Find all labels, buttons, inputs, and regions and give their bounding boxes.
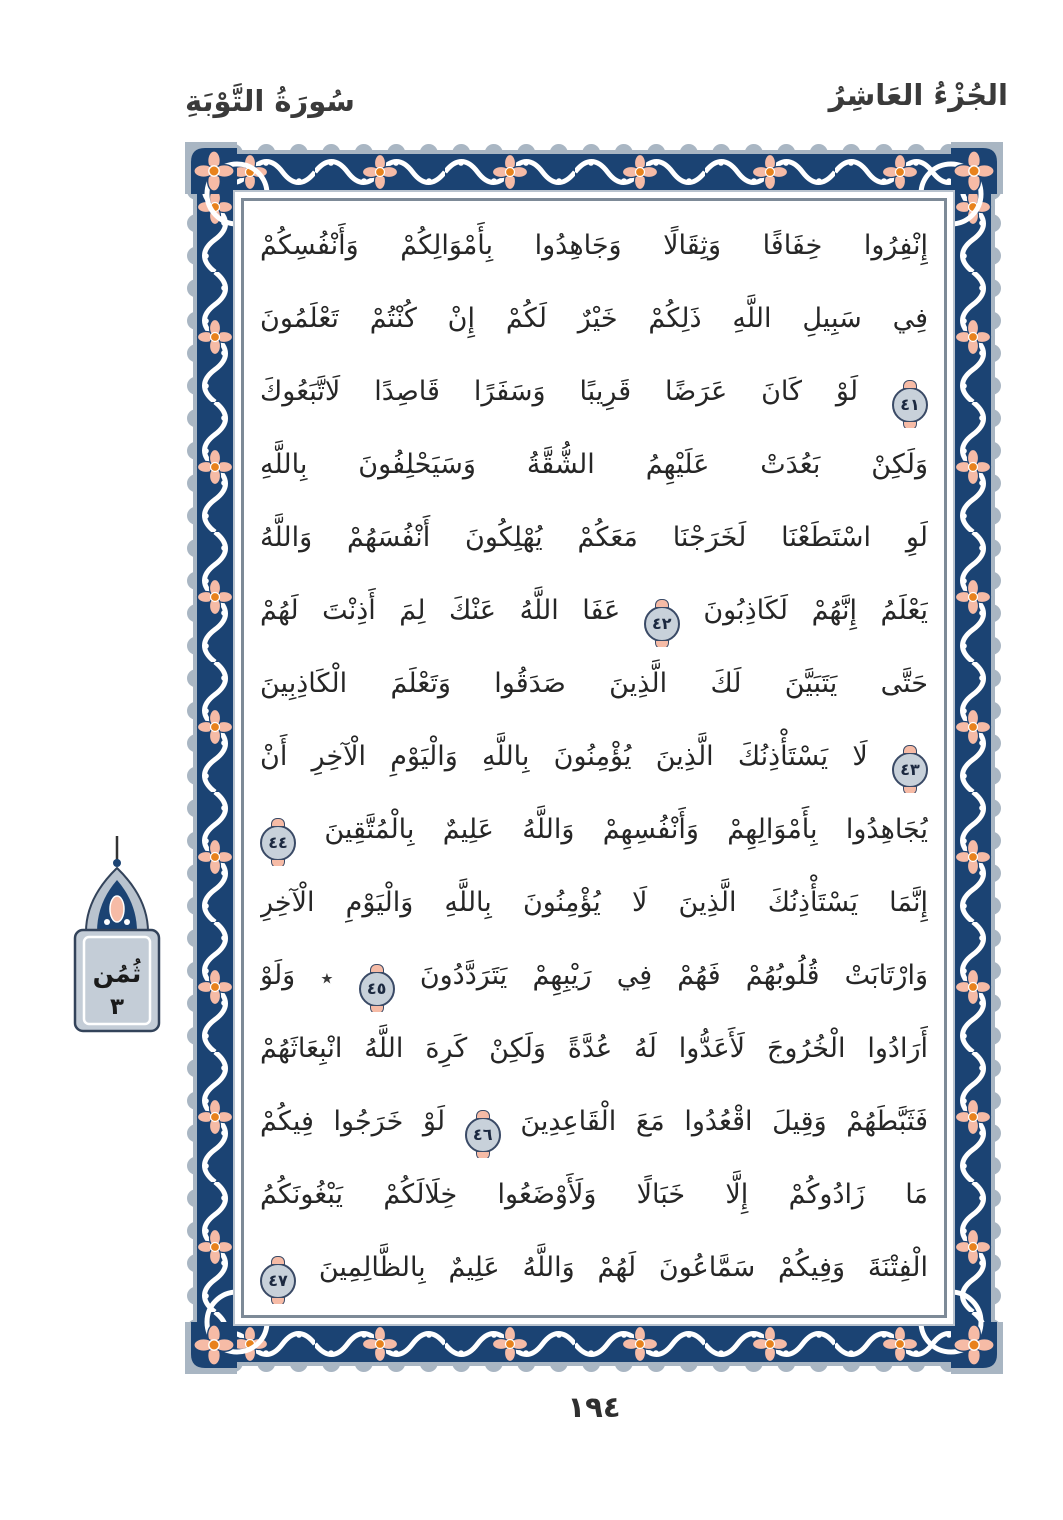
juz-title: الجُزْءُ العَاشِرُ bbox=[828, 78, 1008, 112]
thumn-number: ٣ bbox=[109, 994, 125, 1020]
verse-number-badge: ٤٥ bbox=[359, 971, 395, 1007]
quran-line bbox=[260, 1085, 928, 1158]
ayah-text: إِنْفِرُوا خِفَافًا وَثِقَالًا وَجَاهِدُوا بِأَمْوَالِكُمْ وَأَنْفُسِكُمْ bbox=[260, 230, 928, 261]
page-number: ١٩٤ bbox=[567, 1390, 621, 1424]
ayah-text: لَوِ اسْتَطَعْنَا لَخَرَجْنَا مَعَكُمْ يُهْلِكُونَ أَنْفُسَهُمْ وَاللَّهُ bbox=[260, 522, 928, 553]
ayah-text: يَعْلَمُ إِنَّهُمْ لَكَاذِبُونَ bbox=[703, 595, 928, 626]
quran-line bbox=[260, 939, 928, 1012]
ayah-text: الْفِتْنَةَ وَفِيكُمْ سَمَّاعُونَ لَهُمْ وَاللَّهُ عَلِيمٌ بِالظَّالِمِينَ bbox=[318, 1252, 928, 1283]
quran-line bbox=[260, 428, 928, 501]
ayah-text: وَلَوْ bbox=[260, 960, 296, 991]
quran-line bbox=[260, 647, 928, 720]
ayah-text: لَوْ كَانَ عَرَضًا قَرِيبًا وَسَفَرًا قَاصِدًا لَاتَّبَعُوكَ bbox=[260, 376, 859, 407]
ayah-text: لَوْ خَرَجُوا فِيكُمْ bbox=[260, 1106, 446, 1137]
verse-number-badge: ٤٣ bbox=[892, 752, 928, 788]
surah-title: سُورَةُ التَّوْبَةِ bbox=[185, 84, 355, 118]
verse-number-badge: ٤٢ bbox=[644, 606, 680, 642]
quran-line bbox=[260, 209, 928, 282]
quran-lines bbox=[260, 209, 928, 1304]
ayah-text: أَرَادُوا الْخُرُوجَ لَأَعَدُّوا لَهُ عُدَّةً وَلَكِنْ كَرِهَ اللَّهُ انْبِعَاثَهُمْ bbox=[260, 1033, 928, 1064]
ornamental-border bbox=[185, 142, 1003, 1374]
quran-line bbox=[260, 355, 928, 428]
hizb-star-icon: ٭ bbox=[320, 964, 334, 992]
ayah-text: إِنَّمَا يَسْتَأْذِنُكَ الَّذِينَ لَا يُؤْمِنُونَ بِاللَّهِ وَالْيَوْمِ الْآخِرِ bbox=[260, 887, 928, 918]
quran-line bbox=[260, 501, 928, 574]
quran-line bbox=[260, 866, 928, 939]
quran-line bbox=[260, 1231, 928, 1304]
verse-number-badge: ٤٧ bbox=[260, 1263, 296, 1299]
quran-line bbox=[260, 574, 928, 647]
verse-number-badge: ٤٦ bbox=[465, 1117, 501, 1153]
thumn-marker bbox=[68, 836, 163, 1036]
thumn-label: ثُمُن bbox=[92, 959, 142, 988]
ayah-text: حَتَّى يَتَبَيَّنَ لَكَ الَّذِينَ صَدَقُوا وَتَعْلَمَ الْكَاذِبِينَ bbox=[260, 668, 928, 699]
ayah-text: عَفَا اللَّهُ عَنْكَ لِمَ أَذِنْتَ لَهُمْ bbox=[260, 595, 621, 626]
ayah-text: مَا زَادُوكُمْ إِلَّا خَبَالًا وَلَأَوْضَعُوا خِلَالَكُمْ يَبْغُونَكُمُ bbox=[260, 1179, 928, 1210]
quran-line bbox=[260, 1158, 928, 1231]
text-frame bbox=[241, 198, 947, 1318]
ayah-text: وَارْتَابَتْ قُلُوبُهُمْ فَهُمْ فِي رَيْبِهِمْ يَتَرَدَّدُونَ bbox=[419, 960, 928, 991]
quran-line bbox=[260, 720, 928, 793]
quran-line bbox=[260, 1012, 928, 1085]
verse-number-badge: ٤٤ bbox=[260, 825, 296, 861]
quran-line bbox=[260, 793, 928, 866]
ayah-text: وَلَكِنْ بَعُدَتْ عَلَيْهِمُ الشُّقَّةُ وَسَيَحْلِفُونَ بِاللَّهِ bbox=[260, 449, 928, 480]
quran-line bbox=[260, 282, 928, 355]
ayah-text: يُجَاهِدُوا بِأَمْوَالِهِمْ وَأَنْفُسِهِمْ وَاللَّهُ عَلِيمٌ بِالْمُتَّقِينَ bbox=[324, 814, 928, 845]
ayah-text: لَا يَسْتَأْذِنُكَ الَّذِينَ يُؤْمِنُونَ بِاللَّهِ وَالْيَوْمِ الْآخِرِ أَنْ bbox=[260, 741, 868, 772]
verse-number-badge: ٤١ bbox=[892, 387, 928, 423]
ayah-text: فِي سَبِيلِ اللَّهِ ذَلِكُمْ خَيْرٌ لَكُمْ إِنْ كُنْتُمْ تَعْلَمُونَ bbox=[260, 303, 928, 334]
ayah-text: فَثَبَّطَهُمْ وَقِيلَ اقْعُدُوا مَعَ الْقَاعِدِينَ bbox=[520, 1106, 928, 1137]
